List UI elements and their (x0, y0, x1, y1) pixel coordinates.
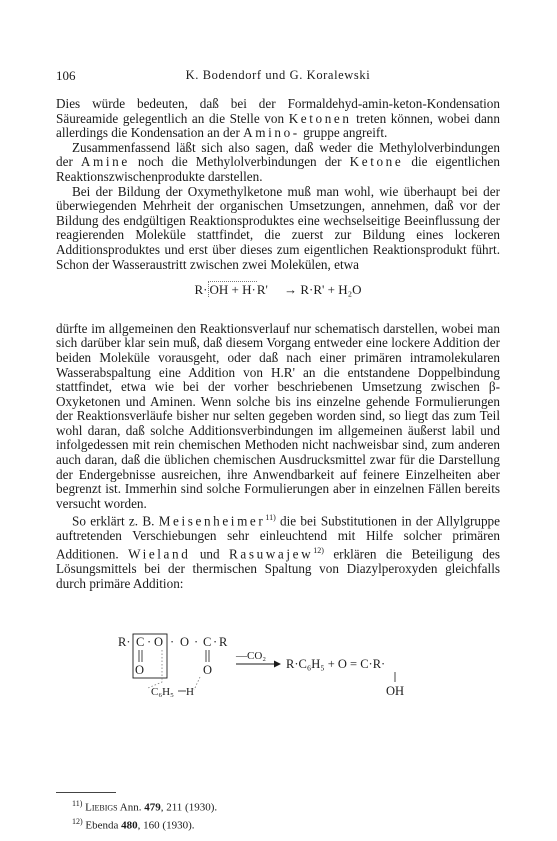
footnote-12-tail: , 160 (1930). (137, 819, 195, 832)
paragraph-4: dürfte im allgemeinen den Reaktionsverlauf nur schematisch darstellen, wobei man sich darüber klar sein muß, daß diesem Vorgang entweder eine lockere Addition der beiden Moleküle vorausgeht, oder daß nach einer primären intramolekularen Wasserabspaltung eine Addition von H.R' an die entstandene Doppelbindung stattfindet, etwa wie bei der vorher beschriebenen Umsetzung zwischen β-Oxyketonen und Aminen. Wenn solche bis ins einzelne gehende Formulierungen der Reaktionsverläufe bisher nur selten gegeben worden sind, so liegt das zum Teil wohl daran, daß solche Additionsverbindungen im allgemeinen äußerst labil und infolgedessen mit rein chemischen Methoden nicht nachweisbar sind, zum anderen auch daran, daß die üblichen chemischen Ausdrucksmittel zwar für die Darstellung der Endergebnisse ausreichen, ihre Anwendbarkeit auf feinere Einzelheiten aber begrenzt ist. Immerhin sind solche Formulierungen aber in einzelnen Fällen bereits versucht worden. (56, 320, 500, 511)
footnote-ref-12: 12) (313, 546, 324, 556)
equation-water-elimination (56, 283, 500, 298)
scheme-o4: O (203, 663, 213, 677)
footnote-11-tail: , 211 (1930). (160, 801, 218, 814)
paragraph-1 (56, 97, 500, 141)
scheme-r1: R· (118, 635, 131, 649)
p1-ketonen: Ketonen (288, 110, 352, 126)
running-title: K. Bodendorf und G. Koralewski (185, 68, 371, 82)
p1-text-c: treten können, wobei dann allerdings die Kondensation an der (56, 110, 500, 141)
eq1-dotted-group (208, 281, 257, 297)
p5-meisenheimer: Meisenheimer (158, 513, 266, 529)
p2-ketone: Ketone (349, 154, 404, 170)
p2-text-e: die eigentlichen Reaktionszwischenprodukte darstellen. (56, 154, 501, 184)
p5-rasuwajew: Rasuwajew (229, 546, 314, 562)
p1-amino: Amino- (243, 125, 300, 141)
scheme-dot3: · (194, 635, 199, 649)
scheme-c2: C (203, 635, 212, 649)
page-header (56, 68, 500, 84)
scheme-minus-co2: —CO₂ (236, 650, 267, 662)
scheme-oh: OH (386, 684, 405, 698)
scheme-h: H (186, 686, 194, 698)
footnote-12 (72, 815, 217, 833)
eq1-arrow: → (284, 282, 298, 298)
p2-text-c: noch die Methylolverbindungen der (129, 154, 350, 170)
scheme-dotted-connector-2 (194, 677, 200, 690)
footnote-12-number: 12) (72, 816, 83, 826)
eq1-oh-h: OH + H· (209, 282, 256, 298)
p1-text-e: gruppe angreift. (299, 125, 388, 141)
eq1-product: R·R' + H₂O (300, 282, 362, 298)
footnote-ref-11: 11) (265, 513, 276, 523)
scheme-product: R·C₆H₅ + O = C·R· (286, 657, 386, 671)
footnote-12-volume: 480 (121, 819, 138, 832)
footnote-12-ref: Ebenda (85, 819, 119, 832)
body-text (56, 97, 500, 591)
footnote-rule (56, 792, 116, 793)
eq1-r: R· (194, 282, 208, 298)
eq1-rprime: R' (256, 282, 268, 298)
scheme-o3: O (135, 663, 145, 677)
footnote-11 (72, 797, 217, 815)
p5-text-c: die bei Substitutionen in der Allylgruppe auftretenden Verschiebungen sehr einleuchtend mit Hilfe solcher primären Additionen. (56, 513, 500, 562)
reaction-scheme-svg (118, 632, 438, 742)
scheme-dot1: · (147, 635, 152, 649)
paragraph-3: Bei der Bildung der Oxymethylketone muß man wohl, wie überhaupt bei der überwiegenden Mehrheit der organischen Umsetzungen, annehmen, daß vor der Bildung des endgültigen Reaktionsproduktes eine wechselseitige Beeinflussung der reagierenden Moleküle stattfindet, die zuerst zur Bildung eines lockeren Additionsproduktes und erst über dieses zum eigentlichen Reaktionsprodukt führt. Schon der Wasseraustritt zwischen zwei Molekülen, etwa (56, 183, 500, 272)
reaction-scheme (118, 632, 438, 742)
p5-wieland: Wieland (128, 546, 191, 562)
paragraph-5 (56, 511, 500, 591)
footnote-11-volume: 479 (144, 801, 161, 814)
footnote-11-number: 11) (72, 799, 83, 808)
scheme-o1: O (154, 635, 164, 649)
scheme-r2: R (219, 635, 228, 649)
footnotes (72, 797, 217, 832)
p5-text-a: So erklärt z. B. (72, 513, 159, 529)
p2-text-a: Zusammenfassend läßt sich also sagen, daß weder die Methylolverbindungen der (56, 139, 500, 170)
p1-text-a: Dies würde bedeuten, daß bei der Formaldehyd-amin-keton-Kondensation Säureamide gelegentlich an die Stelle von (56, 96, 500, 126)
footnote-11-ref: Liebigs (85, 801, 118, 814)
page-number: 106 (56, 68, 76, 83)
scheme-dot2: · (170, 635, 175, 649)
scheme-dotted-connector-1 (148, 650, 162, 688)
scheme-c6h5: C₆H₅ (151, 686, 174, 698)
scheme-o2: O (180, 635, 190, 649)
p2-amine: Amine (80, 154, 130, 170)
p5-text-g: erklären die Beteiligung des Lösungsmittels bei der thermischen Spaltung von Diazylperoxyden gleichfalls durch primäre Addition: (56, 546, 501, 591)
p5-text-e: und (190, 546, 230, 562)
footnote-11-rest: Ann. (117, 801, 145, 814)
scheme-arrow-head (274, 661, 281, 668)
scheme-c1: C (136, 635, 145, 649)
scheme-dot4: · (213, 635, 218, 649)
paragraph-2 (56, 141, 500, 185)
